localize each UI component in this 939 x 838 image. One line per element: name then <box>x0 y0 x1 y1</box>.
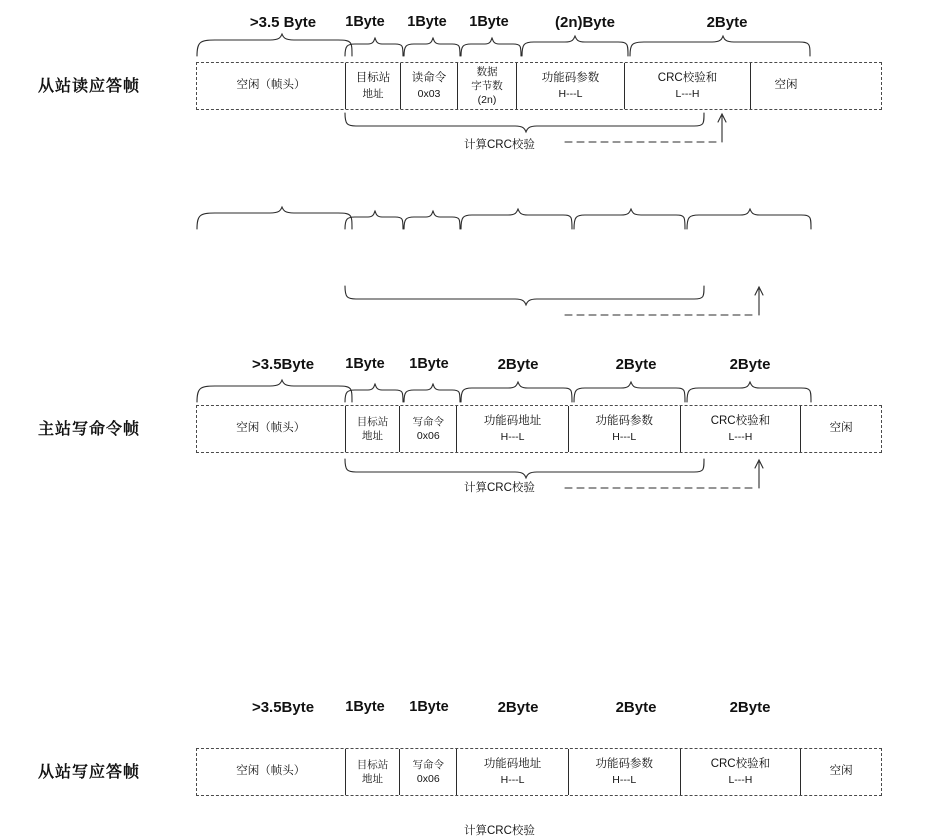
field-idle-header-row3: 空闲（帧头） <box>236 765 306 778</box>
size-label-addr-row1: 1Byte <box>345 14 385 30</box>
field-crc-row3: CRC校验和 L---H <box>681 749 802 795</box>
field-function-address-row3: 功能码地址 H---L <box>457 749 569 795</box>
size-label-crc-row3: 2Byte <box>729 699 771 716</box>
row-label-master-write-command: 主站写命令帧 <box>38 421 141 438</box>
diagram-row-slave-write-reply <box>0 340 939 837</box>
size-label-funcaddr-row3: 2Byte <box>497 699 539 716</box>
diagram-row-slave-read-reply <box>0 0 939 170</box>
size-label-idle-row3: >3.5Byte <box>251 699 315 716</box>
field-crc-row2: CRC校验和 L---H <box>681 406 802 452</box>
field-idle-tail-row1: 空闲 <box>774 79 798 92</box>
field-idle-tail-row2: 空闲 <box>829 422 853 435</box>
size-label-funcparam-row2: 2Byte <box>615 356 657 373</box>
field-idle-header-row1: 空闲（帧头） <box>236 79 306 92</box>
field-function-address-row2: 功能码地址 H---L <box>457 406 569 452</box>
field-crc-row1: CRC校验和 L---H <box>625 63 751 109</box>
size-label-crc-row1: 2Byte <box>706 14 748 31</box>
size-label-cmd-row2: 1Byte <box>409 356 449 372</box>
size-label-bytecount-row1: 1Byte <box>469 14 509 30</box>
field-target-address-row2: 目标站 地址 <box>345 406 401 452</box>
field-write-command-row2: 写命令 0x06 <box>400 406 457 452</box>
size-label-params-row1: (2n)Byte <box>554 14 615 31</box>
field-write-command-row3: 写命令 0x06 <box>400 749 457 795</box>
size-label-funcaddr-row2: 2Byte <box>497 356 539 373</box>
row-label-slave-read-reply: 从站读应答帧 <box>38 78 141 95</box>
field-target-address-row3: 目标站 地址 <box>345 749 401 795</box>
crc-note-row2: 计算CRC校验 <box>464 482 535 494</box>
size-label-cmd-row1: 1Byte <box>407 14 447 30</box>
size-label-funcparam-row3: 2Byte <box>615 699 657 716</box>
size-label-idle-row1: >3.5 Byte <box>249 14 317 31</box>
size-label-addr-row3: 1Byte <box>345 699 385 715</box>
crc-note-row3: 计算CRC校验 <box>464 825 535 837</box>
field-target-address-row1: 目标站 地址 <box>345 63 401 109</box>
field-function-params-row3: 功能码参数 H---L <box>569 749 681 795</box>
field-idle-header-row2: 空闲（帧头） <box>236 422 306 435</box>
frame-strip-row1 <box>196 62 882 110</box>
crc-note-row1: 计算CRC校验 <box>464 139 535 151</box>
row-label-slave-write-reply: 从站写应答帧 <box>38 764 141 781</box>
field-function-params-row2: 功能码参数 H---L <box>569 406 681 452</box>
size-label-cmd-row3: 1Byte <box>409 699 449 715</box>
size-label-addr-row2: 1Byte <box>345 356 385 372</box>
field-function-params-row1: 功能码参数 H---L <box>517 63 625 109</box>
size-label-crc-row2: 2Byte <box>729 356 771 373</box>
size-label-idle-row2: >3.5Byte <box>251 356 315 373</box>
field-idle-tail-row3: 空闲 <box>829 765 853 778</box>
field-byte-count-row1: 数据 字节数 (2n) <box>458 63 517 109</box>
field-read-command-row1: 读命令 0x03 <box>401 63 458 109</box>
diagram-row-master-write-command <box>0 170 939 494</box>
frame-strip-row3 <box>196 748 882 796</box>
